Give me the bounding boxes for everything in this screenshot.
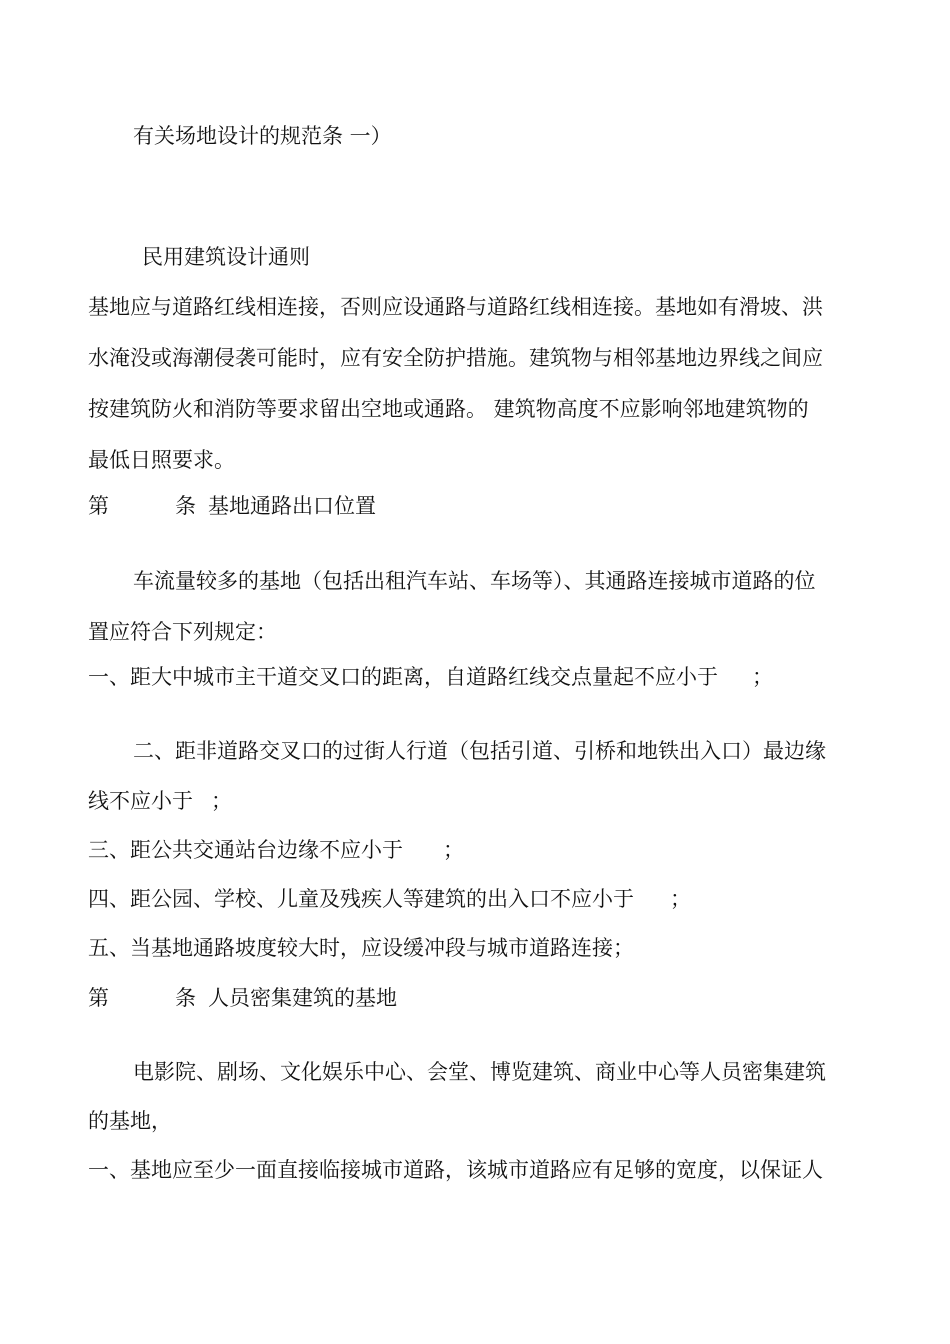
list-item (88, 889, 691, 910)
article-heading (88, 496, 376, 517)
list-item-end: ； (211, 789, 232, 813)
article-prefix: 第 (88, 986, 109, 1010)
paragraph-line: 基地应与道路红线相连接，否则应设通路与道路红线相连接。基地如有滑坡、洪 (88, 295, 823, 319)
list-item-text: 一、距大中城市主干道交叉口的距离，自道路红线交点量起不应小于 (88, 665, 718, 689)
article-heading (88, 988, 397, 1009)
list-item-text: 线不应小于 (88, 789, 193, 813)
article-suffix: 条 (175, 986, 196, 1010)
list-item-end: ； (443, 838, 464, 862)
document-heading: 有关场地设计的规范条 一） (133, 124, 392, 148)
paragraph-line: 置应符合下列规定： (88, 620, 277, 644)
article-suffix: 条 (175, 494, 196, 518)
list-item-end: ； (752, 665, 773, 689)
paragraph-line: 电影院、剧场、文化娱乐中心、会堂、博览建筑、商业中心等人员密集建筑 (133, 1060, 826, 1084)
list-item-text: 三、距公共交通站台边缘不应小于 (88, 838, 403, 862)
list-item: 二、距非道路交叉口的过街人行道（包括引道、引桥和地铁出入口）最边缘 (133, 739, 826, 763)
document-subheading: 民用建筑设计通则 (142, 245, 310, 269)
list-item: 五、当基地通路坡度较大时，应设缓冲段与城市道路连接； (88, 936, 634, 960)
paragraph-line: 水淹没或海潮侵袭可能时，应有安全防护措施。建筑物与相邻基地边界线之间应 (88, 346, 823, 370)
paragraph-line: 最低日照要求。 (88, 448, 235, 472)
list-item-continuation (88, 791, 232, 812)
paragraph-line: 按建筑防火和消防等要求留出空地或通路。 建筑物高度不应影响邻地建筑物的 (88, 397, 809, 421)
article-prefix: 第 (88, 494, 109, 518)
paragraph-line: 的基地， (88, 1109, 172, 1133)
paragraph-line: 车流量较多的基地（包括出租汽车站、车场等）、其通路连接城市道路的位 (133, 569, 816, 593)
article-title: 人员密集建筑的基地 (208, 986, 397, 1010)
list-item (88, 667, 773, 688)
article-title: 基地通路出口位置 (208, 494, 376, 518)
list-item (88, 840, 464, 861)
list-item: 一、基地应至少一面直接临接城市道路，该城市道路应有足够的宽度，以保证人 (88, 1158, 823, 1182)
list-item-end: ； (670, 887, 691, 911)
list-item-text: 四、距公园、学校、儿童及残疾人等建筑的出入口不应小于 (88, 887, 634, 911)
